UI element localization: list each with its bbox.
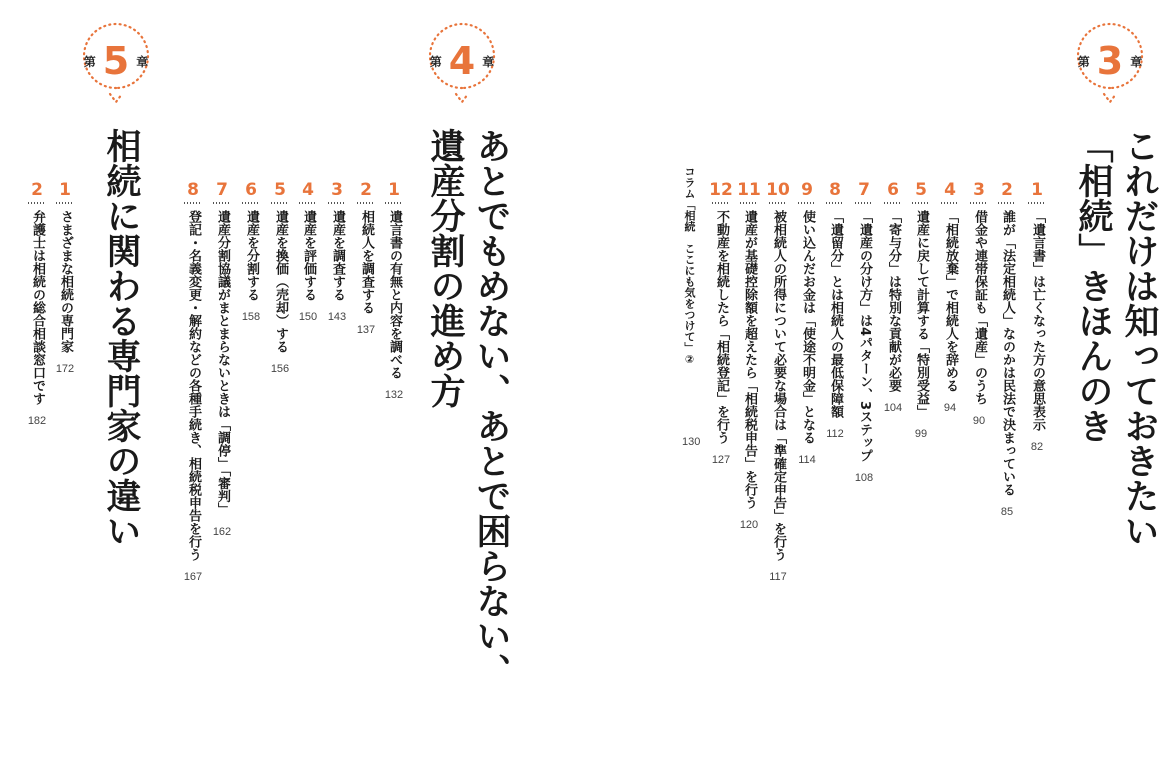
dotted-rule — [994, 200, 1020, 206]
toc-item[interactable] — [381, 180, 407, 401]
item-number: 1 — [1031, 180, 1043, 200]
chapter-4-badge — [416, 14, 520, 118]
item-title: 「遺産の分け方」は4パターン、3ステップ — [857, 210, 872, 463]
item-title: 「寄与分」は特別な貢献が必要 — [886, 210, 901, 392]
item-title: 相続人を調査する — [359, 210, 374, 314]
item-page: 137 — [356, 324, 376, 336]
toc-item[interactable] — [52, 180, 78, 375]
item-title: 遺産を評価する — [301, 210, 316, 301]
dotted-rule — [794, 200, 820, 206]
chapter-prefix: 第 — [1077, 54, 1090, 69]
item-title: 登記・名義変更・解約などの各種手続き、相続税申告を行う — [186, 210, 201, 561]
toc-item[interactable] — [794, 180, 820, 466]
item-page: 156 — [270, 363, 290, 375]
item-title: 「遺留分」とは相続人の最低保障額 — [828, 210, 843, 418]
chapter-title-line: 遺産分割の進め方 — [425, 128, 465, 408]
item-title: 遺産を調査する — [330, 210, 345, 301]
item-title: 遺産分割協議がまとまらないときは「調停」「審判」 — [215, 210, 230, 516]
dotted-rule — [24, 200, 50, 206]
item-number: 2 — [1001, 180, 1013, 200]
toc-item[interactable] — [1024, 180, 1050, 453]
toc-item[interactable] — [994, 180, 1020, 518]
dotted-rule — [851, 200, 877, 206]
dotted-rule — [1024, 200, 1050, 206]
item-number: 12 — [709, 180, 733, 200]
item-number: 9 — [801, 180, 813, 200]
item-number: 1 — [388, 180, 400, 200]
item-page: 127 — [711, 454, 731, 466]
chapter-title-line: あとでもめない、あとで困らない、 — [471, 128, 511, 688]
chapter-number: 4 — [448, 39, 476, 83]
chapter-number: 5 — [102, 39, 130, 83]
item-page: 112 — [826, 428, 844, 440]
item-title: 被相続人の所得について必要な場合は「準確定申告」を行う — [771, 210, 786, 561]
item-title: 遺産に戻して計算する「特別受益」 — [914, 210, 929, 418]
item-page: 90 — [972, 415, 986, 427]
dotted-rule — [822, 200, 848, 206]
item-title: 借金や連帯保証も「遺産」のうち — [972, 210, 987, 405]
item-page: 182 — [27, 415, 47, 427]
chapter-3-badge — [1064, 14, 1168, 118]
column-page: 130 — [682, 436, 701, 448]
chapter-title-line: 相続に関わる専門家の違い — [101, 128, 141, 548]
item-number: 11 — [737, 180, 761, 200]
item-title: 遺産が基礎控除額を超えたら「相続税申告」を行う — [742, 210, 757, 509]
item-number: 3 — [331, 180, 343, 200]
item-title: 遺言書の有無と内容を調べる — [387, 210, 402, 379]
toc-item[interactable] — [937, 180, 963, 414]
chapter-suffix: 章 — [482, 54, 495, 69]
item-title: 「遺言書」は亡くなった方の意思表示 — [1030, 210, 1045, 431]
toc-item[interactable] — [238, 180, 264, 323]
dotted-rule — [324, 200, 350, 206]
item-page: 150 — [298, 311, 318, 323]
item-number: 8 — [187, 180, 199, 200]
toc-item[interactable] — [966, 180, 992, 427]
item-number: 2 — [31, 180, 43, 200]
chapter-4-title — [418, 128, 514, 688]
item-page: 162 — [212, 525, 232, 538]
item-title: 使い込んだお金は「使途不明金」となる — [800, 210, 815, 444]
item-page: 82 — [1030, 441, 1044, 453]
chapter-title-line: 「相続」きほんのき — [1073, 128, 1113, 443]
item-number: 5 — [915, 180, 927, 200]
item-page: 94 — [943, 402, 957, 414]
chapter-suffix: 章 — [136, 54, 149, 69]
item-title: 遺産を換価（売却）する — [273, 210, 288, 353]
item-page: 104 — [883, 402, 903, 414]
dotted-rule — [52, 200, 78, 206]
chapter-prefix: 第 — [429, 54, 442, 69]
item-number: 2 — [360, 180, 372, 200]
item-title: 遺産を分割する — [244, 210, 259, 301]
item-page: 167 — [183, 571, 203, 583]
item-page: 132 — [384, 389, 404, 401]
toc-item[interactable] — [736, 180, 762, 531]
item-number: 3 — [973, 180, 985, 200]
toc-item[interactable] — [908, 180, 934, 440]
item-page: 143 — [327, 311, 347, 323]
chapter-5-badge — [70, 14, 174, 118]
chapter-5-title — [96, 128, 144, 548]
item-title: 不動産を相続したら「相続登記」を行う — [714, 210, 729, 444]
dotted-rule — [381, 200, 407, 206]
item-number: 6 — [887, 180, 899, 200]
item-number: 8 — [829, 180, 841, 200]
dotted-rule — [267, 200, 293, 206]
item-title: 「相続放棄」で相続人を辞める — [943, 210, 958, 392]
item-page: 158 — [241, 311, 261, 323]
toc-item[interactable] — [24, 180, 50, 427]
item-number: 4 — [302, 180, 314, 200]
chapter-3-title — [1066, 128, 1162, 548]
dotted-rule — [238, 200, 264, 206]
item-title: 誰が「法定相続人」なのかは民法で決まっている — [1000, 210, 1015, 496]
column-title[interactable]: コラム「相続 ここにも気をつけて」② — [683, 166, 696, 366]
chapter-prefix: 第 — [83, 54, 96, 69]
toc-item[interactable] — [765, 180, 791, 583]
item-page: 85 — [1000, 506, 1014, 518]
item-title: さまざまな相続の専門家 — [58, 210, 73, 353]
dotted-rule — [295, 200, 321, 206]
dotted-rule — [765, 200, 791, 206]
chapter-suffix: 章 — [1130, 54, 1143, 69]
dotted-rule — [353, 200, 379, 206]
item-number: 1 — [59, 180, 71, 200]
toc-item[interactable] — [822, 180, 848, 440]
toc-item[interactable] — [295, 180, 321, 323]
toc-item[interactable] — [180, 180, 206, 583]
toc-item[interactable] — [880, 180, 906, 414]
dotted-rule — [708, 200, 734, 206]
toc-item[interactable] — [353, 180, 379, 336]
chapter-title-line: これだけは知っておきたい — [1119, 128, 1159, 548]
dotted-rule — [209, 200, 235, 206]
dotted-rule — [937, 200, 963, 206]
item-number: 6 — [245, 180, 257, 200]
item-number: 5 — [274, 180, 286, 200]
toc-item[interactable] — [209, 180, 235, 538]
item-page: 172 — [55, 363, 75, 375]
toc-item[interactable] — [324, 180, 350, 323]
item-number: 7 — [216, 180, 228, 200]
chapter-number: 3 — [1096, 39, 1124, 83]
dotted-rule — [180, 200, 206, 206]
dotted-rule — [966, 200, 992, 206]
item-number: 4 — [944, 180, 956, 200]
toc-item[interactable] — [708, 180, 734, 466]
dotted-rule — [736, 200, 762, 206]
toc-item[interactable] — [267, 180, 293, 375]
item-number: 10 — [766, 180, 790, 200]
item-number: 7 — [858, 180, 870, 200]
item-page: 117 — [769, 571, 787, 583]
toc-item[interactable] — [851, 180, 877, 484]
item-page: 108 — [854, 472, 874, 485]
item-page: 99 — [914, 428, 928, 440]
dotted-rule — [880, 200, 906, 206]
dotted-rule — [908, 200, 934, 206]
item-page: 114 — [798, 454, 816, 466]
item-title: 弁護士は相続の総合相談窓口です — [30, 210, 45, 405]
item-page: 120 — [739, 519, 759, 531]
